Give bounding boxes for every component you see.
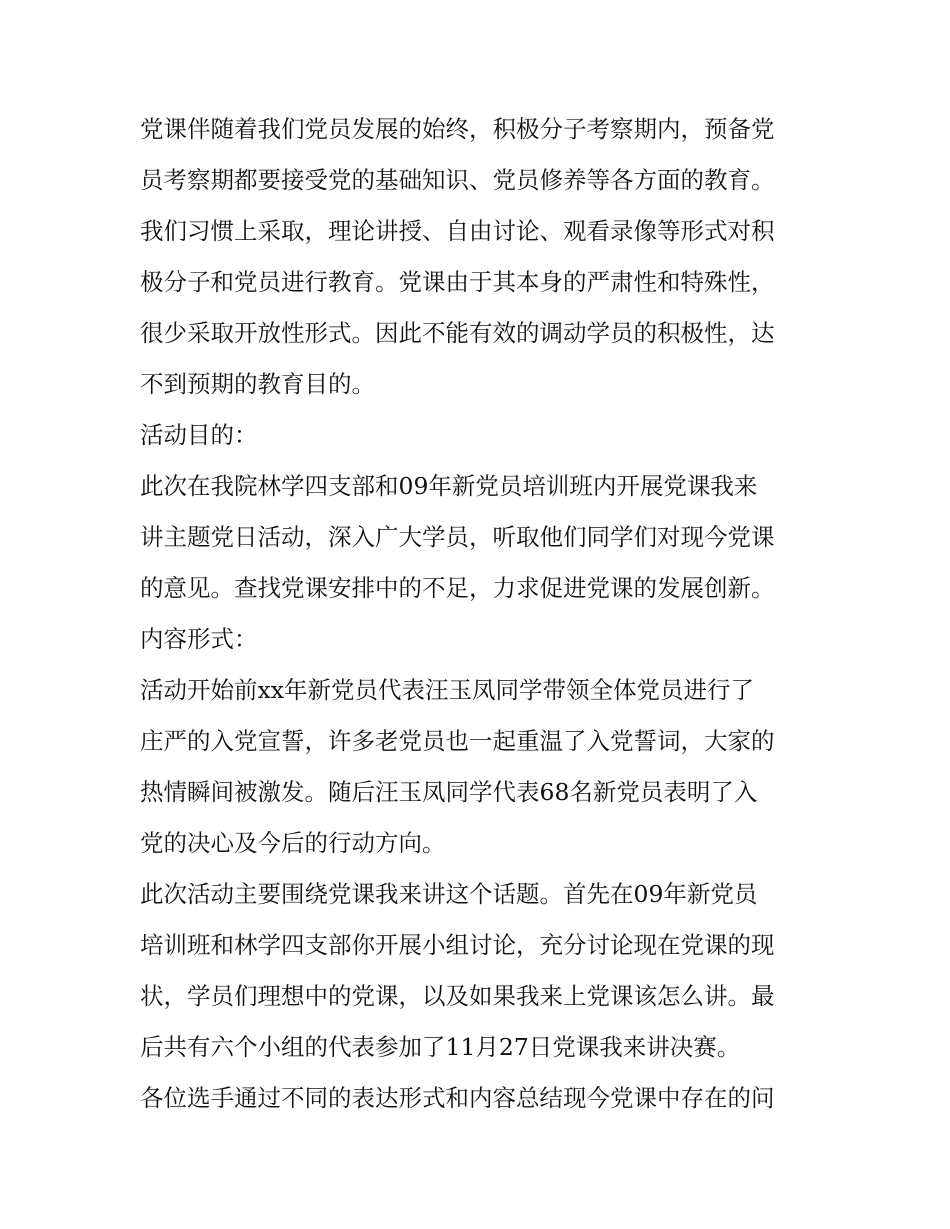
section-heading: 内容形式：	[140, 625, 258, 653]
text-line: 状，学员们理想中的党课，以及如果我来上党课该怎么讲。最	[140, 982, 775, 1010]
text-line: 的意见。查找党课安排中的不足，力求促进党课的发展创新。	[140, 574, 775, 602]
text-line: 讲主题党日活动，深入广大学员，听取他们同学们对现今党课	[140, 523, 775, 551]
section-heading: 活动目的：	[140, 421, 258, 449]
text-line: 很少采取开放性形式。因此不能有效的调动学员的积极性，达	[140, 319, 775, 347]
text-line: 热情瞬间被激发。随后汪玉凤同学代表68名新党员表明了入	[140, 778, 758, 806]
text-line: 此次在我院林学四支部和09年新党员培训班内开展党课我来	[140, 472, 758, 500]
text-line: 各位选手通过不同的表达形式和内容总结现今党课中存在的问	[140, 1084, 775, 1112]
text-line: 庄严的入党宣誓，许多老党员也一起重温了入党誓词，大家的	[140, 727, 775, 755]
text-line: 此次活动主要围绕党课我来讲这个话题。首先在09年新党员	[140, 880, 758, 908]
text-line: 培训班和林学四支部你开展小组讨论，充分讨论现在党课的现	[140, 931, 775, 959]
text-line: 党的决心及今后的行动方向。	[140, 829, 446, 857]
text-line: 后共有六个小组的代表参加了11月27日党课我来讲决赛。	[140, 1033, 741, 1061]
text-line: 员考察期都要接受党的基础知识、党员修养等各方面的教育。	[140, 166, 775, 194]
text-line: 极分子和党员进行教育。党课由于其本身的严肃性和特殊性，	[140, 268, 775, 296]
text-line: 党课伴随着我们党员发展的始终，积极分子考察期内，预备党	[140, 115, 775, 143]
text-line: 活动开始前xx年新党员代表汪玉凤同学带领全体党员进行了	[140, 676, 755, 704]
text-line: 我们习惯上采取，理论讲授、自由讨论、观看录像等形式对积	[140, 217, 775, 245]
text-line: 不到预期的教育目的。	[140, 370, 375, 398]
document-body	[140, 104, 820, 1124]
